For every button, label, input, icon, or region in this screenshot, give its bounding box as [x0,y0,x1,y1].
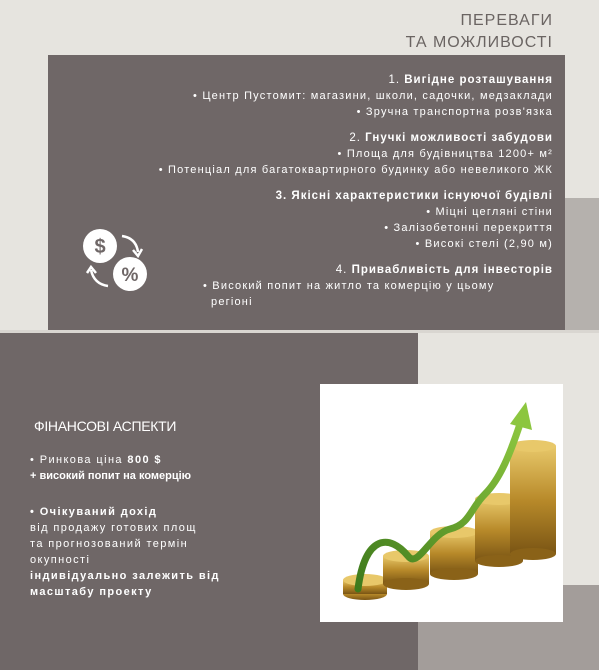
price-value: 800 $ [127,454,162,466]
coin-stack [510,440,556,560]
benefit-item [33,72,553,120]
title-line-1: ПЕРЕВАГИ [460,12,553,29]
price-suffix: + високий попит на комерцію [30,470,192,482]
dollar-percent-exchange-icon [70,218,160,298]
svg-text:$: $ [94,236,106,258]
income-line: від продажу готових площ [30,522,197,534]
benefit-line: • Високий попит на житло та комерцію у цьому [203,280,495,292]
benefit-heading: Якісні характеристики існуючої будівлі [291,190,553,202]
price-label: • Ринкова ціна [30,454,123,466]
benefit-heading: Вигідне розташування [404,74,553,86]
income-bold: індивідуально залежить від масштабу проекту [30,570,220,598]
coin-stack [343,574,387,600]
benefit-heading: Привабливість для інвесторів [351,264,553,276]
title-line-2: ТА МОЖЛИВОСТІ [405,34,553,51]
benefit-number: 4. [335,264,348,276]
benefit-number: 1. [388,74,401,86]
benefit-line: • Центр Пустомит: магазини, школи, садочки, медзаклади [193,90,553,102]
finance-title: ФІНАНСОВІ АСПЕКТИ [34,418,177,434]
page-title [406,10,553,54]
income-line: та прогнозований термін окупності [30,538,189,566]
coins-growth-arrow-image [320,384,563,622]
finance-details [30,452,250,600]
accent-block [565,198,599,330]
svg-text:%: % [121,265,139,286]
benefit-number: 2. [349,132,361,144]
benefit-item [33,130,553,178]
benefit-number: 3. [275,190,288,202]
benefit-line: • Міцні цегляні стіни [426,206,553,218]
benefit-line: • Потенціал для багатоквартирного будинку або невеликого ЖК [158,164,553,176]
benefit-heading: Гнучкі можливості забудови [365,132,553,144]
income-heading: • Очікуваний дохід [30,506,158,518]
benefit-line: • Зручна транспортна розв'язка [356,106,553,118]
benefit-line: • Залізобетонні перекриття [384,222,553,234]
benefit-line: регіоні [211,296,253,308]
benefit-line: • Високі стелі (2,90 м) [415,238,553,250]
benefit-line: • Площа для будівництва 1200+ м² [337,148,553,160]
